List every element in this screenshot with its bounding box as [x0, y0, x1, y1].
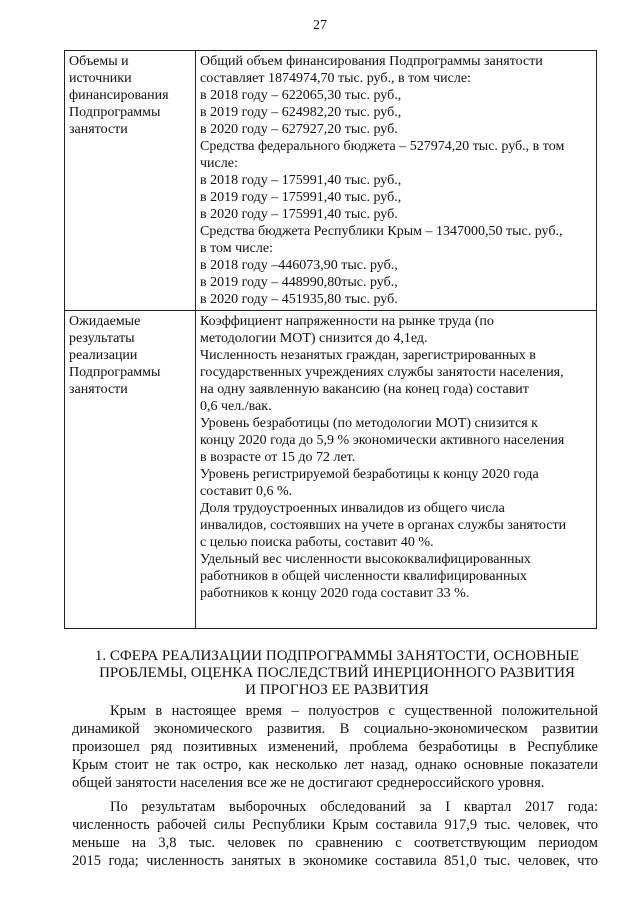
value-line: Общий объем финансирования Подпрограммы занятости [200, 54, 543, 69]
value-line: на одну заявленную вакансию (на конец года) составит [200, 382, 529, 397]
label-line: Объемы и [69, 54, 129, 69]
value-line: Удельный вес численности высококвалифицированных [200, 552, 531, 567]
value-line: в 2018 году –446073,90 тыс. руб., [200, 258, 398, 273]
value-line: Уровень безработицы (по методологии МОТ) снизится к [200, 416, 538, 431]
section-heading [72, 648, 602, 699]
paragraph-line: меньше на 3,8 тыс. человек по сравнению с соответствующим периодом [72, 835, 598, 851]
value-line: составляет 1874974,70 тыс. руб., в том числе: [200, 71, 471, 86]
value-line: в 2018 году – 175991,40 тыс. руб., [200, 173, 402, 188]
value-line: в возрасте от 15 до 72 лет. [200, 450, 356, 465]
label-line: источники [69, 71, 132, 86]
label-line: Ожидаемые [69, 314, 141, 329]
paragraph-line: численность рабочей силы Республики Крым составила 917,9 тыс. человек, что [72, 817, 598, 833]
value-line: работников в общей численности квалифицированных [200, 569, 527, 584]
value-line: Средства бюджета Республики Крым – 1347000,50 тыс. руб., [200, 224, 563, 239]
label-line: Подпрограммы [69, 105, 161, 120]
paragraph-line: Крым в настоящее время – полуостров с существенной положительной [110, 703, 598, 719]
value-line: работников к концу 2020 года составит 33 %. [200, 586, 470, 601]
value-line: в 2018 году – 622065,30 тыс. руб., [200, 88, 402, 103]
label-line: занятости [69, 382, 128, 397]
row-value-financing [196, 51, 597, 311]
value-line: инвалидов, состоявших на учете в органах службы занятости [200, 518, 567, 533]
value-line: методологии МОТ) снизится до 4,1ед. [200, 331, 428, 346]
paragraph-line: произошел ряд позитивных изменений, проблема безработицы в Республике [72, 739, 598, 755]
value-line: Средства федерального бюджета – 527974,20 тыс. руб., в том [200, 139, 565, 154]
program-passport-table [64, 50, 597, 629]
value-line: Коэффициент напряженности на рынке труда (по [200, 314, 494, 329]
value-line: концу 2020 года до 5,9 % экономически активного населения [200, 433, 565, 448]
row-value-results [196, 311, 597, 629]
value-line: в том числе: [200, 241, 273, 256]
section-body [72, 702, 598, 876]
heading-line: ПРОБЛЕМЫ, ОЦЕНКА ПОСЛЕДСТВИЙ ИНЕРЦИОННОГО РАЗВИТИЯ [99, 665, 575, 681]
paragraph-line: динамикой экономического развития. В социально-экономическом развитии [72, 721, 598, 737]
paragraph-line: Крым стоит не так остро, как несколько лет назад, однако основные показатели [72, 757, 598, 773]
table-row-results [65, 311, 597, 629]
value-line: с целью поиска работы, составит 40 %. [200, 535, 434, 550]
label-line: реализации [69, 348, 138, 363]
value-line: составит 0,6 %. [200, 484, 293, 499]
value-line: числе: [200, 156, 238, 171]
value-line: Доля трудоустроенных инвалидов из общего числа [200, 501, 505, 516]
label-line: результаты [69, 331, 135, 346]
value-line: в 2019 году – 175991,40 тыс. руб., [200, 190, 402, 205]
value-line: Уровень регистрируемой безработицы к концу 2020 года [200, 467, 539, 482]
heading-line: И ПРОГНОЗ ЕЕ РАЗВИТИЯ [245, 682, 429, 698]
value-line: в 2020 году – 627927,20 тыс. руб. [200, 122, 398, 137]
value-line: 0,6 чел./вак. [200, 399, 272, 414]
label-line: финансирования [69, 88, 169, 103]
page-number: 27 [313, 18, 327, 33]
paragraph-line: 2015 года; численность занятых в экономике составила 851,0 тыс. человек, что [72, 853, 598, 869]
value-line: в 2019 году – 624982,20 тыс. руб., [200, 105, 402, 120]
table-row-financing [65, 51, 597, 311]
row-label-results [65, 311, 196, 629]
value-line: Численность незанятых граждан, зарегистрированных в [200, 348, 536, 363]
paragraph-line: По результатам выборочных обследований за I квартал 2017 года: [110, 799, 598, 815]
value-line: государственных учреждениях службы занятости населения, [200, 365, 564, 380]
value-line: в 2019 году – 448990,80тыс. руб., [200, 275, 398, 290]
paragraph [72, 798, 598, 870]
row-label-financing [65, 51, 196, 311]
paragraph-line: общей занятости населения все же не достигают среднероссийского уровня. [72, 775, 545, 791]
label-line: Подпрограммы [69, 365, 161, 380]
value-line: в 2020 году – 175991,40 тыс. руб. [200, 207, 398, 222]
paragraph [72, 702, 598, 792]
label-line: занятости [69, 122, 128, 137]
value-line: в 2020 году – 451935,80 тыс. руб. [200, 292, 398, 307]
heading-line: 1. СФЕРА РЕАЛИЗАЦИИ ПОДПРОГРАММЫ ЗАНЯТОСТИ, ОСНОВНЫЕ [94, 648, 580, 664]
